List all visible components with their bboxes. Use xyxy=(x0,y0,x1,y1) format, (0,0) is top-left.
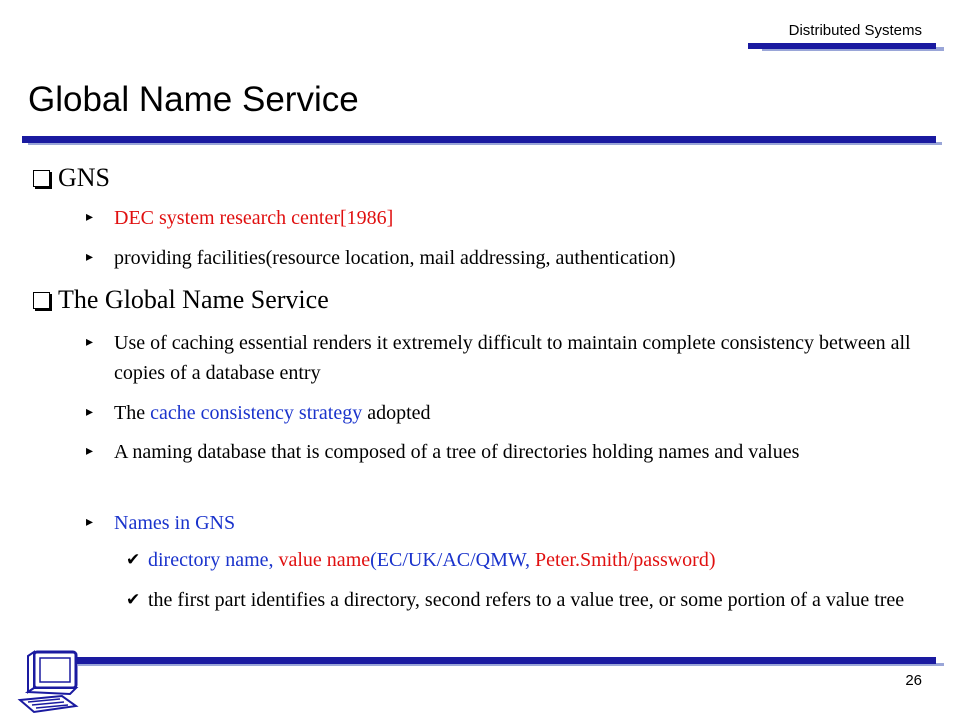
square-bullet-icon xyxy=(30,163,52,193)
bottom-rule xyxy=(70,657,936,664)
bullet-text: Names in GNS xyxy=(114,512,236,534)
bullet-caching xyxy=(86,328,926,388)
triangle-bullet-icon: ▸ xyxy=(86,250,94,265)
triangle-bullet-icon: ▸ xyxy=(86,405,94,420)
bullet-cache-strategy xyxy=(86,398,926,428)
bullet-text: A naming database that is composed of a tree of directories holding names and values xyxy=(114,441,800,463)
bullet-text: Use of caching essential renders it extremely difficult to maintain complete consistency between all copies of a database entry xyxy=(114,332,911,384)
bullet-text: GNS xyxy=(58,163,111,192)
bullet-providing xyxy=(86,243,926,273)
bullet-naming-db xyxy=(86,437,926,467)
triangle-bullet-icon: ▸ xyxy=(86,515,94,530)
computer-icon xyxy=(14,646,84,714)
bullet-text: The Global Name Service xyxy=(58,285,329,314)
bullet-names-in-gns xyxy=(86,508,926,538)
bullet-text: directory name, value name(EC/UK/AC/QMW, Peter.Smith/password) xyxy=(148,549,716,571)
bullet-dec xyxy=(86,203,926,233)
bullet-text: the first part identifies a directory, second refers to a value tree, or some portion of a value tree xyxy=(148,589,905,611)
triangle-bullet-icon: ▸ xyxy=(86,335,94,350)
bullet-gns xyxy=(30,163,110,193)
bullet-directory-name xyxy=(126,545,926,575)
title-rule xyxy=(22,136,936,143)
course-rule xyxy=(748,43,936,49)
page-number: 26 xyxy=(905,672,922,689)
triangle-bullet-icon: ▸ xyxy=(86,444,94,459)
bullet-text: DEC system research center[1986] xyxy=(114,207,394,229)
page-title: Global Name Service xyxy=(28,80,359,119)
bullet-text: providing facilities(resource location, mail addressing, authentication) xyxy=(114,247,676,269)
course-label: Distributed Systems xyxy=(788,22,922,39)
bullet-text: The cache consistency strategy adopted xyxy=(114,402,431,424)
triangle-bullet-icon: ▸ xyxy=(86,210,94,225)
checkmark-icon: ✔ xyxy=(126,590,141,609)
bullet-first-part xyxy=(126,585,926,615)
checkmark-icon: ✔ xyxy=(126,550,141,569)
bullet-global-name-service xyxy=(30,285,329,315)
square-bullet-icon xyxy=(30,285,52,315)
